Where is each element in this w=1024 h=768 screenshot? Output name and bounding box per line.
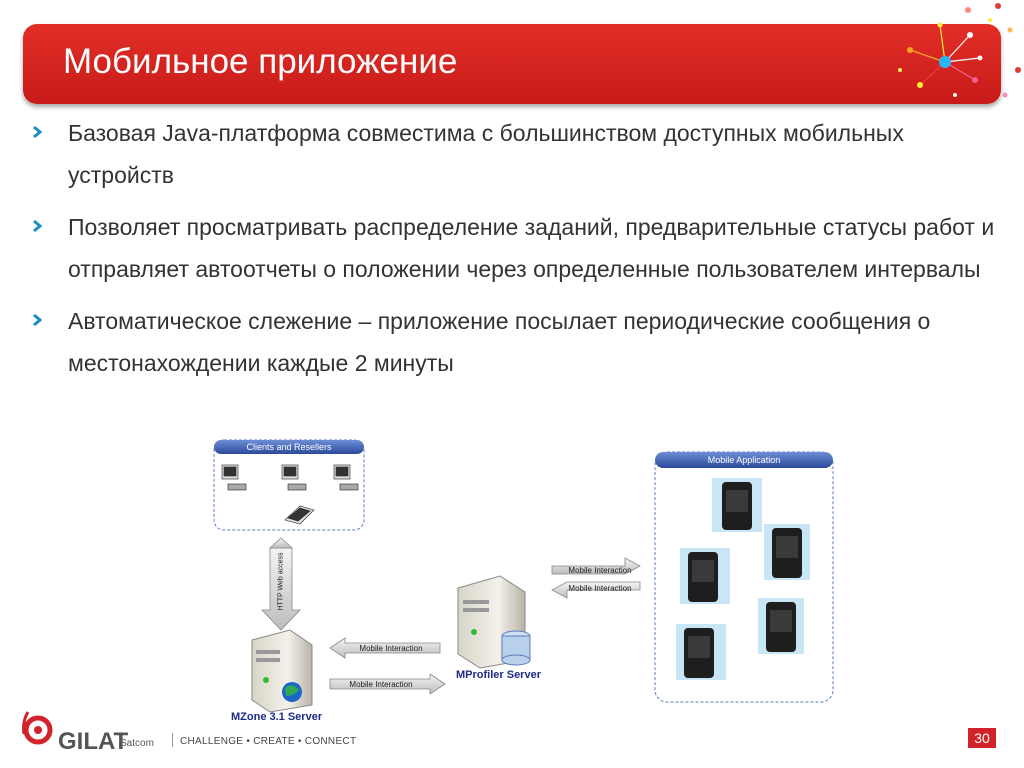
- mzone-server-label: MZone 3.1 Server: [231, 711, 323, 723]
- clients-box-title: Clients and Resellers: [246, 442, 332, 452]
- brand-sub: Satcom: [120, 738, 154, 749]
- divider: [172, 733, 173, 747]
- mprofiler-server-icon: [458, 576, 530, 668]
- http-label: HTTP Web access: [277, 552, 285, 611]
- bullet-item: [30, 300, 1010, 384]
- mobile-interaction-label: Mobile Interaction: [349, 680, 413, 689]
- chevron-right-icon: [30, 313, 44, 327]
- brand-name: GILAT: [58, 728, 129, 755]
- decorative-burst-icon: [880, 0, 1024, 110]
- page-number: 30: [968, 728, 996, 748]
- mobile-interaction-label: Mobile Interaction: [568, 584, 632, 593]
- bullet-text: Базовая Java-платформа совместима с большинством доступных мобильных устройств: [68, 120, 904, 188]
- chevron-right-icon: [30, 125, 44, 139]
- mobile-interaction-label: Mobile Interaction: [359, 644, 423, 653]
- mobile-box-title: Mobile Application: [707, 455, 781, 465]
- mobile-interaction-label: Mobile Interaction: [568, 566, 632, 575]
- title-bar: [23, 24, 1001, 104]
- mprofiler-server-label: MProfiler Server: [456, 669, 541, 681]
- page-title: Мобильное приложение: [63, 42, 458, 81]
- bullet-text: Автоматическое слежение – приложение посылает периодические сообщения о местонахождении каждые 2 минуты: [68, 308, 931, 376]
- bullet-text: Позволяет просматривать распределение заданий, предварительные статусы работ и отправляет автоотчеты о положении через определенные пользователем интервалы: [68, 214, 995, 282]
- chevron-right-icon: [30, 219, 44, 233]
- bullet-item: [30, 112, 1010, 196]
- bullet-item: [30, 206, 1010, 290]
- brand-tagline: CHALLENGE • CREATE • CONNECT: [180, 736, 357, 747]
- bullet-list: [30, 112, 1010, 394]
